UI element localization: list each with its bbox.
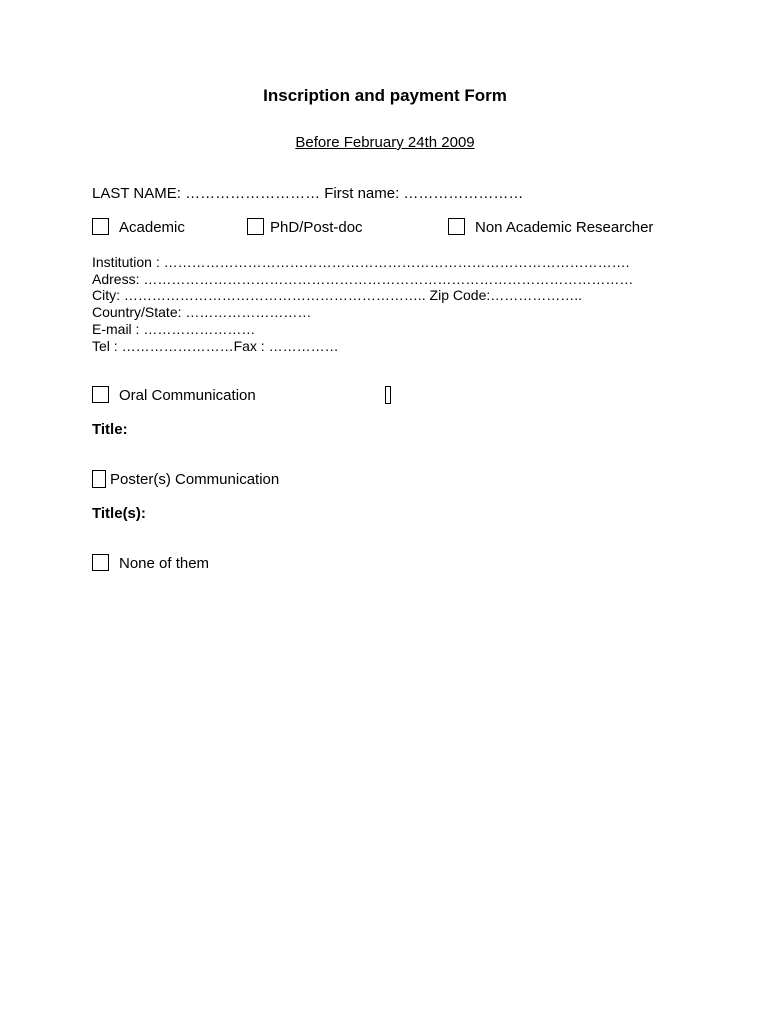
form-title: Inscription and payment Form: [263, 86, 507, 105]
poster-communication-checkbox[interactable]: [92, 470, 106, 488]
email-field: E-mail : ……………………: [92, 321, 256, 337]
oral-communication-checkbox[interactable]: [92, 386, 109, 403]
academic-label: Academic: [119, 219, 185, 236]
none-label: None of them: [119, 555, 210, 572]
non-academic-label: Non Academic Researcher: [475, 219, 654, 236]
phd-label: PhD/Post-doc: [270, 219, 363, 236]
none-checkbox[interactable]: [92, 554, 109, 571]
city-zip-field: City: ……………………………………………………….. Zip Code:………………..: [92, 287, 583, 303]
address-field: Adress: ……………………………………………………………………………………………: [92, 271, 634, 287]
oral-extra-box[interactable]: [385, 386, 391, 404]
non-academic-checkbox[interactable]: [448, 218, 465, 235]
poster-communication-label: Poster(s) Communication: [110, 471, 280, 488]
institution-field: Institution : ……………………………………………………………………………………….: [92, 254, 630, 270]
poster-title-label: Title(s):: [92, 505, 146, 522]
phd-checkbox[interactable]: [247, 218, 264, 235]
oral-communication-label: Oral Communication: [119, 387, 256, 404]
oral-title-label: Title:: [92, 421, 128, 438]
name-line: LAST NAME: ……………………… First name: ……………………: [92, 185, 524, 202]
deadline-subtitle: Before February 24th 2009: [295, 134, 475, 151]
country-field: Country/State: ………………………: [92, 304, 312, 320]
academic-checkbox[interactable]: [92, 218, 109, 235]
tel-fax-field: Tel : ……………………Fax : ……………: [92, 338, 339, 354]
